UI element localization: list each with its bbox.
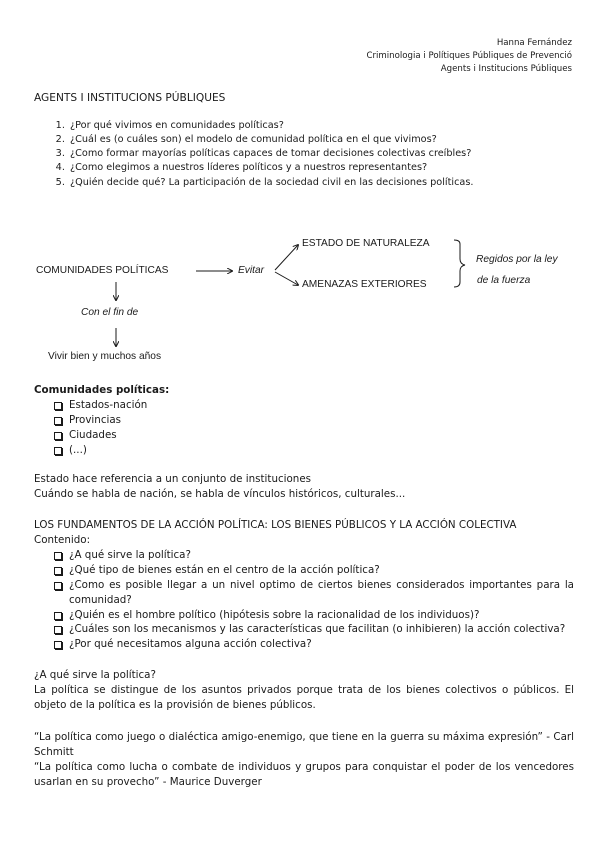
- checkbox-bullet-icon: [54, 417, 62, 425]
- document-header: [367, 37, 573, 76]
- fundamentos-heading: LOS FUNDAMENTOS DE LA ACCIÓN POLÍTICA: LOS BIENES PÚBLICOS Y LA ACCIÓN COLECTIVA: [34, 519, 517, 531]
- label-comunidades: COMUNIDADES POLÍTICAS: [36, 265, 169, 276]
- checkbox-bullet-icon: [54, 432, 62, 440]
- label-estado-naturaleza: ESTADO DE NATURALEZA: [302, 238, 430, 249]
- contenido-label: Contenido:: [34, 533, 91, 546]
- comunidades-heading: Comunidades políticas:: [34, 384, 170, 396]
- list-item: Provincias: [34, 413, 574, 428]
- list-item: Estados-nación: [34, 398, 574, 413]
- diagram-arrows: [0, 230, 600, 365]
- questions-list: [52, 119, 588, 190]
- comunidades-section: [34, 383, 574, 458]
- estado-nacion-text: [34, 472, 574, 502]
- document-title: AGENTS I INSTITUCIONS PÚBLIQUES: [34, 92, 226, 104]
- fundamentos-list: [34, 548, 574, 652]
- quote-duverger: “La política como lucha o combate de individuos y grupos para conquistar el poder de los vencedores usarlan en su provecho” - Maurice Duverger: [34, 760, 574, 788]
- list-item: ¿Qué tipo de bienes están en el centro de la acción política?: [34, 563, 574, 578]
- header-author: Hanna Fernández: [496, 38, 572, 48]
- quote-schmitt: “La política como juego o dialéctica amigo-enemigo, que tiene en la guerra su máxima expresión” - Carl Schmitt: [34, 731, 574, 758]
- list-item: ¿A qué sirve la política?: [34, 548, 574, 563]
- politica-section: [34, 668, 574, 713]
- label-evitar: Evitar: [238, 265, 265, 276]
- label-regidos-1: Regidos por la ley: [476, 254, 558, 265]
- fundamentos-section: [34, 518, 574, 652]
- label-vivir-bien: Vivir bien y muchos años: [48, 351, 162, 362]
- checkbox-bullet-icon: [54, 567, 62, 575]
- label-con-el-fin: Con el fin de: [81, 307, 139, 318]
- checkbox-bullet-icon: [54, 582, 62, 590]
- arrow-to-estado-naturaleza: [275, 245, 298, 270]
- question-item: 1. ¿Por qué vivimos en comunidades políticas?: [68, 119, 588, 133]
- checkbox-bullet-icon: [54, 447, 62, 455]
- checkbox-bullet-icon: [54, 402, 62, 410]
- question-item: 4. ¿Como elegimos a nuestros líderes políticos y a nuestros representantes?: [68, 161, 588, 175]
- politica-question: ¿A qué sirve la política?: [34, 669, 156, 681]
- header-course: Criminologia i Polítiques Públiques de Prevenció: [366, 50, 572, 61]
- arrow-to-amenazas: [275, 272, 298, 285]
- question-item: 5. ¿Quién decide qué? La participación de la sociedad civil en las decisiones políticas.: [68, 176, 588, 190]
- checkbox-bullet-icon: [54, 612, 62, 620]
- question-item: 3. ¿Como formar mayorías políticas capaces de tomar decisiones colectivas creíbles?: [68, 147, 588, 161]
- estado-line: Estado hace referencia a un conjunto de instituciones: [34, 473, 312, 485]
- list-item: ¿Cuáles son los mecanismos y las características que facilitan (o inhibieren) la acción colectiva?: [34, 622, 574, 637]
- list-item: ¿Quién es el hombre político (hipótesis sobre la racionalidad de los individuos)?: [34, 608, 574, 623]
- question-item: 2. ¿Cuál es (o cuáles son) el modelo de comunidad política en el que vivimos?: [68, 133, 588, 147]
- nacion-line: Cuándo se habla de nación, se habla de vínculos históricos, culturales...: [34, 487, 406, 500]
- checkbox-bullet-icon: [54, 626, 62, 634]
- list-item: ¿Por qué necesitamos alguna acción colectiva?: [34, 637, 574, 652]
- list-item: ¿Como es posible llegar a un nivel optimo de ciertos bienes considerados importantes para la comunidad?: [34, 578, 574, 608]
- politica-text: La política se distingue de los asuntos privados porque trata de los bienes colectivos o públicos. El objeto de la política es la provisión de bienes públicos.: [34, 683, 574, 711]
- quotes-section: [34, 730, 574, 790]
- header-subject: Agents i Institucions Públiques: [440, 63, 572, 74]
- checkbox-bullet-icon: [54, 641, 62, 649]
- brace-bracket: [454, 240, 465, 287]
- concept-diagram: [0, 230, 600, 365]
- label-amenazas: AMENAZAS EXTERIORES: [302, 279, 427, 290]
- list-item: (...): [34, 443, 574, 458]
- label-regidos-2: de la fuerza: [477, 275, 531, 286]
- checkbox-bullet-icon: [54, 552, 62, 560]
- comunidades-list: [34, 398, 574, 458]
- list-item: Ciudades: [34, 428, 574, 443]
